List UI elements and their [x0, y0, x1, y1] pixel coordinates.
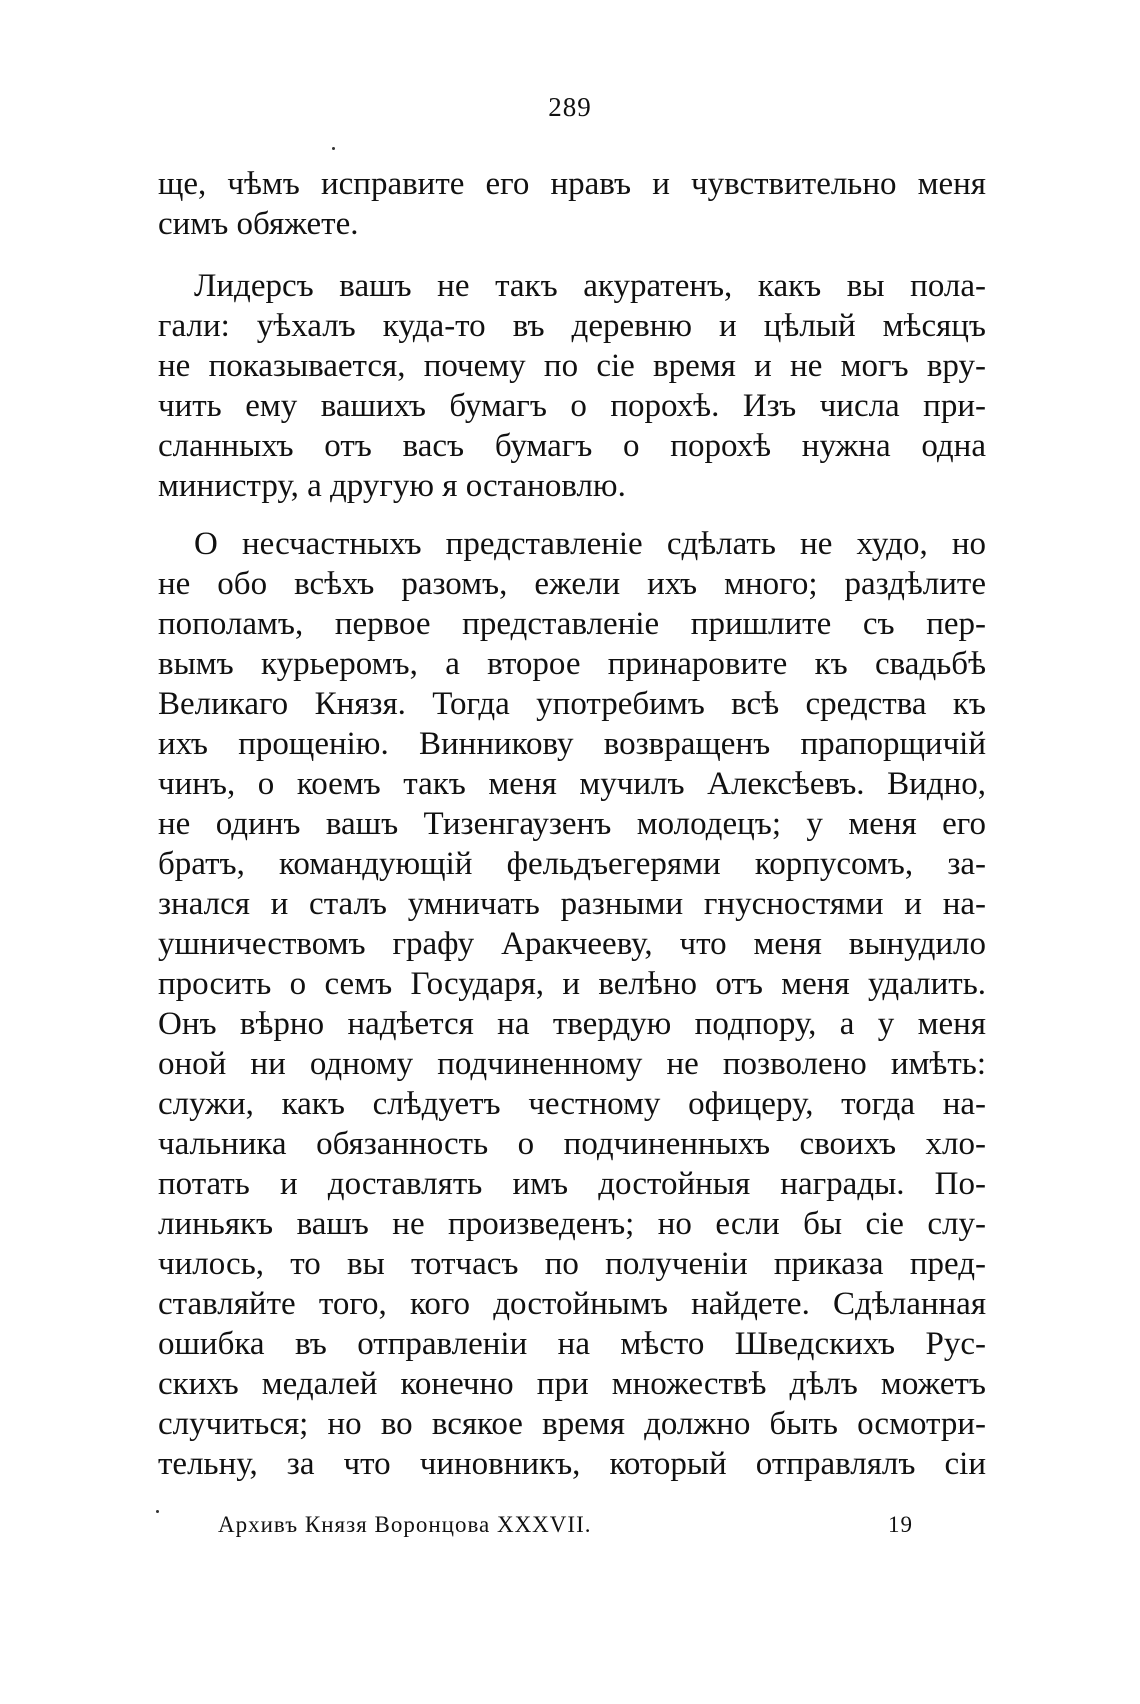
- text-line: гали: уѣхалъ куда-то въ деревню и цѣлый мѣсяцъ: [158, 308, 986, 344]
- text-line: ще, чѣмъ исправите его нравъ и чувствительно меня: [158, 166, 986, 202]
- print-speck: [156, 1510, 159, 1513]
- text-line: симъ обяжете.: [158, 206, 359, 242]
- text-line: ихъ прощенію. Винникову возвращенъ прапорщичій: [158, 726, 986, 762]
- text-line: Онъ вѣрно надѣется на твердую подпору, а у меня: [158, 1006, 986, 1042]
- text-line: чить ему вашихъ бумагъ о порохѣ. Изъ числа при-: [158, 388, 986, 424]
- text-line: ошибка въ отправленіи на мѣсто Шведскихъ Рус-: [158, 1326, 986, 1362]
- text-line: ушничествомъ графу Аракчееву, что меня вынудило: [158, 926, 986, 962]
- text-line: линьякъ вашъ не произведенъ; но если бы сіе слу-: [158, 1206, 986, 1242]
- text-line: братъ, командующій фельдъегерями корпусомъ, за-: [158, 846, 986, 882]
- text-line: вымъ курьеромъ, а второе принаровите къ свадьбѣ: [158, 646, 986, 682]
- text-line: О несчастныхъ представленіе сдѣлать не худо, но: [194, 526, 986, 562]
- text-line: оной ни одному подчиненному не позволено имѣть:: [158, 1046, 986, 1082]
- text-line: просить о семъ Государя, и велѣно отъ меня удалить.: [158, 966, 986, 1002]
- print-speck: [332, 147, 335, 150]
- footer-signature-mark: 19: [888, 1512, 913, 1537]
- footer-source: Архивъ Князя Воронцова XXXVII.: [218, 1512, 592, 1537]
- text-line: не обо всѣхъ разомъ, ежели ихъ много; раздѣлите: [158, 566, 986, 602]
- text-line: случиться; но во всякое время должно быть осмотри-: [158, 1406, 986, 1442]
- text-line: Великаго Князя. Тогда употребимъ всѣ средства къ: [158, 686, 986, 722]
- text-line: сланныхъ отъ васъ бумагъ о порохѣ нужна одна: [158, 428, 986, 464]
- paragraph-3: [158, 524, 986, 1484]
- paragraph-1: [158, 164, 986, 244]
- text-line: скихъ медалей конечно при множествѣ дѣлъ можетъ: [158, 1366, 986, 1402]
- text-line: служи, какъ слѣдуетъ честному офицеру, тогда на-: [158, 1086, 986, 1122]
- text-line: не показывается, почему по сіе время и не могъ вру-: [158, 348, 986, 384]
- text-line: чилось, то вы тотчасъ по полученіи приказа пред-: [158, 1246, 986, 1282]
- text-line: тельну, за что чиновникъ, который отправлялъ сіи: [158, 1446, 986, 1482]
- text-line: знался и сталъ умничать разными гнусностями и на-: [158, 886, 986, 922]
- paragraph-2: [158, 266, 986, 506]
- text-line: чальника обязанность о подчиненныхъ своихъ хло-: [158, 1126, 986, 1162]
- text-line: потать и доставлять имъ достойныя награды. По-: [158, 1166, 986, 1202]
- page-footer: [0, 1508, 1140, 1548]
- text-line: министру, а другую я остановлю.: [158, 468, 626, 504]
- text-line: чинъ, о коемъ такъ меня мучилъ Алексѣевъ. Видно,: [158, 766, 986, 802]
- text-line: не одинъ вашъ Тизенгаузенъ молодецъ; у меня его: [158, 806, 986, 842]
- text-line: пополамъ, первое представленіе пришлите съ пер-: [158, 606, 986, 642]
- page-number: 289: [548, 92, 592, 122]
- text-line: ставляйте того, кого достойнымъ найдете. Сдѣланная: [158, 1286, 986, 1322]
- text-line: Лидерсъ вашъ не такъ акуратенъ, какъ вы пола-: [194, 268, 986, 304]
